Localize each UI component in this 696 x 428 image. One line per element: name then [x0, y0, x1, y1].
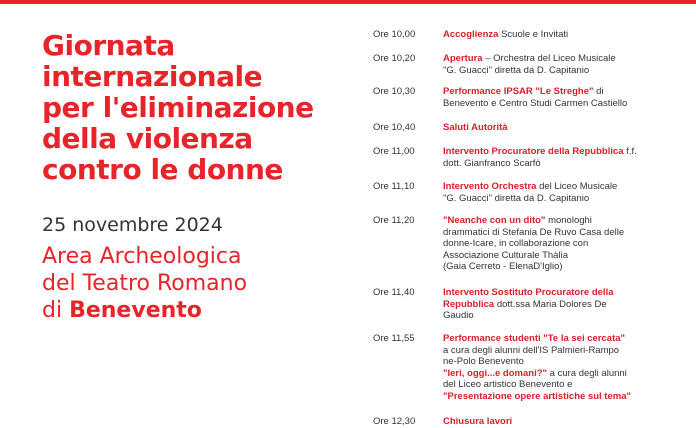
program-time: Ore 11,40 — [373, 287, 415, 298]
highlighted-text: Apertura — [443, 53, 483, 64]
highlighted-text: Performance IPSAR "Le Streghe" — [443, 86, 594, 97]
description-line — [443, 250, 673, 262]
plain-text: "G. Guacci" diretta da D. Capitanio — [443, 192, 590, 204]
description-line — [443, 98, 673, 110]
description-line — [443, 122, 673, 134]
plain-text: del Liceo artistico Benevento e — [443, 379, 573, 390]
description-line — [443, 29, 673, 41]
description-line — [443, 345, 673, 357]
program-time: Ore 11,20 — [373, 215, 415, 226]
program-time: Ore 11,10 — [373, 181, 415, 192]
plain-text: (Gaia Cerreto - ElenaD'Iglio) — [443, 261, 563, 272]
plain-text: – Orchestra del Liceo Musicale — [482, 53, 616, 64]
venue-line: del Teatro Romano — [42, 271, 248, 296]
plain-text: dott.ssa Maria Dolores De — [494, 298, 607, 310]
description-line — [443, 391, 673, 403]
title-line: per l'eliminazione — [42, 91, 314, 124]
program-description — [443, 146, 673, 169]
plain-text: a cura degli alunni dell'IS Palmieri-Rampo — [443, 344, 620, 356]
program-description — [443, 287, 673, 322]
program-description — [443, 86, 673, 109]
plain-text: "G. Guacci" diretta da D. Capitanio — [443, 64, 590, 76]
highlighted-text: Chiusura lavori — [443, 416, 513, 427]
highlighted-text: Intervento Procuratore della Repubblica — [443, 146, 624, 157]
highlighted-text: Intervento Sostituto Procuratore della — [443, 287, 614, 298]
highlighted-text: Repubblica — [443, 298, 495, 310]
plain-text: donne-Icare, in collaborazione con — [443, 238, 589, 249]
highlighted-text: "Presentazione opere artistiche sul tema" — [443, 390, 631, 402]
program-description — [443, 29, 673, 41]
highlighted-text: Performance studenti "Te la sei cercata" — [443, 333, 626, 344]
page-title — [42, 30, 342, 185]
description-line — [443, 416, 673, 428]
title-line: contro le donne — [42, 153, 283, 186]
program-description — [443, 333, 673, 402]
description-line — [443, 261, 673, 273]
plain-text: Associazione Culturale Thàlia — [443, 249, 568, 261]
highlighted-text: Saluti Autorità — [443, 122, 508, 133]
program-description — [443, 181, 673, 204]
description-line — [443, 65, 673, 77]
description-line — [443, 299, 673, 311]
program-time: Ore 11,55 — [373, 333, 415, 344]
venue-prefix: di — [42, 298, 70, 323]
description-line — [443, 238, 673, 250]
program-description — [443, 215, 673, 273]
title-line: Giornata — [42, 29, 175, 62]
description-line — [443, 287, 673, 299]
description-line — [443, 215, 673, 227]
plain-text: ne-Polo Benevento — [443, 356, 524, 367]
description-line — [443, 227, 673, 239]
program-time: Ore 10,30 — [373, 86, 416, 97]
plain-text: drammatici di Stefania De Ruvo Casa delle — [443, 226, 625, 238]
program-time: Ore 10,00 — [373, 29, 416, 40]
event-venue — [42, 243, 342, 324]
plain-text: di — [593, 86, 604, 97]
event-date: 25 novembre 2024 — [42, 214, 223, 236]
program-description — [443, 53, 673, 76]
plain-text: dott. Gianfranco Scarfò — [443, 157, 541, 169]
highlighted-text: "Ieri, oggi...e domani?" — [443, 367, 548, 379]
program-time: Ore 12,30 — [373, 416, 416, 427]
description-line — [443, 181, 673, 193]
plain-text: a cura degli alunni — [547, 367, 627, 379]
description-line — [443, 146, 673, 158]
description-line — [443, 379, 673, 391]
description-line — [443, 356, 673, 368]
description-line — [443, 86, 673, 98]
program-time: Ore 11,00 — [373, 146, 415, 157]
plain-text: del Liceo Musicale — [536, 181, 618, 192]
highlighted-text: Intervento Orchestra — [443, 181, 537, 192]
plain-text: Benevento e Centro Studi Carmen Castiello — [443, 97, 628, 109]
program-time: Ore 10,40 — [373, 122, 416, 133]
plain-text: Gaudio — [443, 310, 474, 321]
program-description — [443, 416, 673, 428]
plain-text: Scuole e Invitati — [498, 29, 569, 40]
description-line — [443, 310, 673, 322]
description-line — [443, 158, 673, 170]
top-accent-bar — [0, 0, 696, 4]
venue-line: Area Archeologica — [42, 244, 242, 269]
title-line: internazionale — [42, 60, 263, 93]
description-line — [443, 193, 673, 205]
description-line — [443, 368, 673, 380]
program-description — [443, 122, 673, 134]
venue-line — [42, 297, 342, 324]
highlighted-text: "Neanche con un dito" — [443, 215, 546, 226]
highlighted-text: Accoglienza — [443, 29, 499, 40]
plain-text: monologhi — [545, 215, 592, 226]
venue-city: Benevento — [69, 298, 202, 323]
description-line — [443, 333, 673, 345]
title-line: della violenza — [42, 122, 253, 155]
plain-text: f.f. — [623, 146, 637, 157]
description-line — [443, 53, 673, 65]
program-time: Ore 10,20 — [373, 53, 416, 64]
